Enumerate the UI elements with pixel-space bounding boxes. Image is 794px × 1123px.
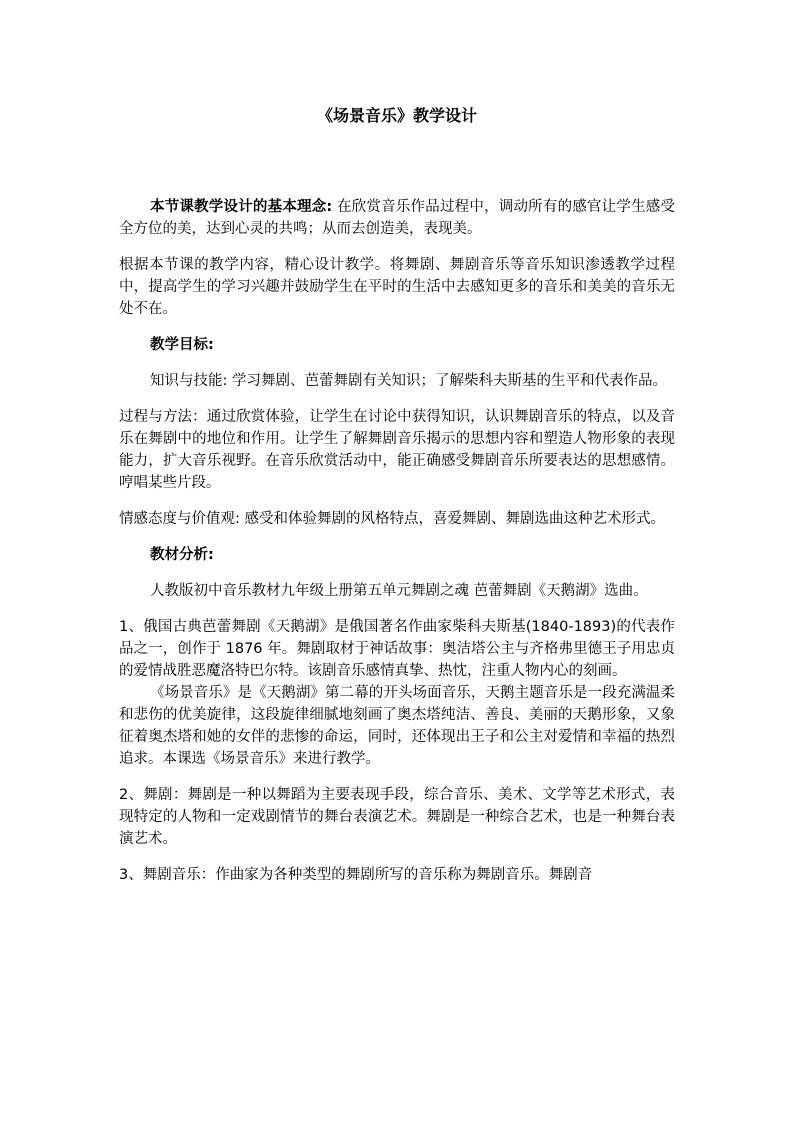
document-body xyxy=(119,196,675,900)
item-1-scene-paragraph: 《场景音乐》是《天鹅湖》第二幕的开头场面音乐，天鹅主题音乐是一段充满温柔和悲伤的优美旋律，这段旋律细腻地刻画了奥杰塔纯洁、善良、美丽的天鹅形象，又象征着奥杰塔和她的女伴的悲惨的命运，同时，还体现出王子和公主对爱情和幸福的热烈追求。本课选《场景音乐》来进行教学。 xyxy=(119,685,675,767)
analysis-heading: 教材分析: xyxy=(150,547,214,563)
concept-label: 本节课教学设计的基本理念: xyxy=(150,199,333,215)
concept-paragraph xyxy=(119,196,675,240)
intro-paragraph: 根据本节课的教学内容，精心设计教学。将舞剧、舞剧音乐等音乐知识渗透教学过程中，提高学生的学习兴趣并鼓励学生在平时的生活中去感知更多的音乐和美美的音乐无处不在。 xyxy=(119,257,675,317)
goal-knowledge-paragraph: 知识与技能: 学习舞剧、芭蕾舞剧有关知识；了解柴科夫斯基的生平和代表作品。 xyxy=(150,373,667,389)
goal-emotion-paragraph: 情感态度与价值观: 感受和体验舞剧的风格特点，喜爱舞剧、舞剧选曲这种艺术形式。 xyxy=(119,511,665,527)
item-2-paragraph: 2、舞剧：舞剧是一种以舞蹈为主要表现手段，综合音乐、美术、文学等艺术形式，表现特定的人物和一定戏剧情节的舞台表演艺术。舞剧是一种综合艺术，也是一种舞台表演艺术。 xyxy=(119,787,675,847)
item-1-paragraph: 1、俄国古典芭蕾舞剧《天鹅湖》是俄国著名作曲家柴科夫斯基(1840-1893)的代表作品之一，创作于 1876 年。舞剧取材于神话故事：奥洁塔公主与齐格弗里德王子用忠贞的爱情战胜恶魔洛特巴尔特。该剧音乐感情真挚、热忱，注重人物内心的刻画。 xyxy=(119,619,675,679)
analysis-source-paragraph: 人教版初中音乐教材九年级上册第五单元舞剧之魂 芭蕾舞剧《天鹅湖》选曲。 xyxy=(150,583,648,599)
page-title: 《场景音乐》教学设计 xyxy=(316,106,477,125)
concept-text: 在欣赏音乐作品过程中，调动所有的感官让学生感受全方位的美，达到心灵的共鸣；从而去创造美，表现美。 xyxy=(119,199,675,237)
goal-process-paragraph: 过程与方法：通过欣赏体验，让学生在讨论中获得知识，认识舞剧音乐的特点，以及音乐在舞剧中的地位和作用。让学生了解舞剧音乐揭示的思想内容和塑造人物形象的表现能力，扩大音乐视野。在音乐欣赏活动中，能正确感受舞剧音乐所要表达的思想感情。哼唱某些片段。 xyxy=(119,409,675,491)
goals-heading: 教学目标: xyxy=(150,337,214,353)
item-3-paragraph: 3、舞剧音乐：作曲家为各种类型的舞剧所写的音乐称为舞剧音乐。舞剧音 xyxy=(119,867,593,883)
